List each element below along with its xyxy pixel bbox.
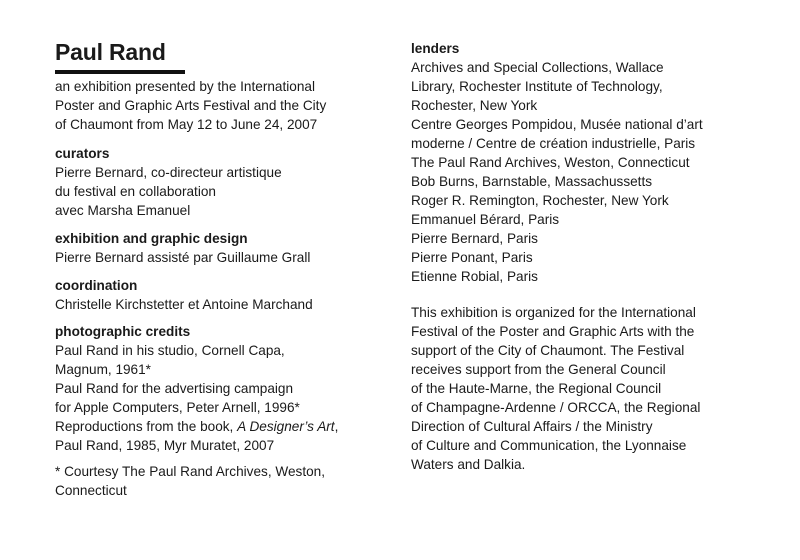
section-heading: coordination [55, 278, 138, 293]
footnote-line: Connecticut [55, 483, 127, 498]
intro-paragraph [55, 77, 385, 134]
lender-line: Etienne Robial, Paris [411, 269, 538, 284]
organized-paragraph [411, 303, 771, 474]
organized-line: This exhibition is organized for the International [411, 305, 696, 320]
book-credit-prefix: Reproductions from the book, [55, 419, 238, 434]
curators-section [55, 144, 385, 220]
lender-line: Archives and Special Collections, Wallace [411, 60, 664, 75]
book-credit-line [55, 417, 385, 436]
section-line: Paul Rand, 1985, Myr Muratet, 2007 [55, 438, 275, 453]
organized-line: support of the City of Chaumont. The Festival [411, 343, 685, 358]
organized-line: of the Haute-Marne, the Regional Council [411, 381, 662, 396]
section-line: Christelle Kirchstetter et Antoine Marchand [55, 297, 313, 312]
section-line: Paul Rand for the advertising campaign [55, 381, 294, 396]
lender-line: Roger R. Remington, Rochester, New York [411, 193, 669, 208]
lender-line: Pierre Bernard, Paris [411, 231, 538, 246]
section-line: Paul Rand in his studio, Cornell Capa, [55, 343, 285, 358]
footnote [55, 462, 385, 500]
section-heading: lenders [411, 41, 460, 56]
lender-line: Emmanuel Bérard, Paris [411, 212, 560, 227]
footnote-line: * Courtesy The Paul Rand Archives, Weston, [55, 464, 325, 479]
section-heading: exhibition and graphic design [55, 231, 248, 246]
section-line: Pierre Bernard assisté par Guillaume Grall [55, 250, 311, 265]
organized-line: of Champagne-Ardenne / ORCCA, the Regional [411, 400, 701, 415]
lender-line: Bob Burns, Barnstable, Massachussetts [411, 174, 653, 189]
section-line: avec Marsha Emanuel [55, 203, 191, 218]
lender-line: Rochester, New York [411, 98, 538, 113]
book-title: A Designer’s Art [237, 419, 335, 434]
section-line: Pierre Bernard, co-directeur artistique [55, 165, 282, 180]
title-underline [55, 70, 185, 74]
page-title: Paul Rand [55, 39, 166, 65]
section-line: du festival en collaboration [55, 184, 216, 199]
section-heading: photographic credits [55, 324, 191, 339]
lender-line: Centre Georges Pompidou, Musée national d’art [411, 117, 703, 132]
lender-line: Library, Rochester Institute of Technology, [411, 79, 663, 94]
lender-line: moderne / Centre de création industrielle, Paris [411, 136, 696, 151]
section-line: Magnum, 1961* [55, 362, 151, 377]
intro-line: of Chaumont from May 12 to June 24, 2007 [55, 117, 318, 132]
book-credit-suffix: , [334, 419, 339, 434]
intro-line: Poster and Graphic Arts Festival and the City [55, 98, 327, 113]
lender-line: Pierre Ponant, Paris [411, 250, 533, 265]
section-heading: curators [55, 146, 110, 161]
organized-line: of Culture and Communication, the Lyonnaise [411, 438, 687, 453]
organized-line: Direction of Cultural Affairs / the Ministry [411, 419, 653, 434]
coordination-section [55, 276, 385, 314]
organized-line: Waters and Dalkia. [411, 457, 526, 472]
design-section [55, 229, 385, 267]
section-line: for Apple Computers, Peter Arnell, 1996* [55, 400, 300, 415]
organized-line: receives support from the General Council [411, 362, 666, 377]
organized-line: Festival of the Poster and Graphic Arts with the [411, 324, 695, 339]
intro-line: an exhibition presented by the International [55, 79, 315, 94]
lender-line: The Paul Rand Archives, Weston, Connecticut [411, 155, 690, 170]
credits-section [55, 322, 385, 455]
lenders-section [411, 39, 771, 286]
